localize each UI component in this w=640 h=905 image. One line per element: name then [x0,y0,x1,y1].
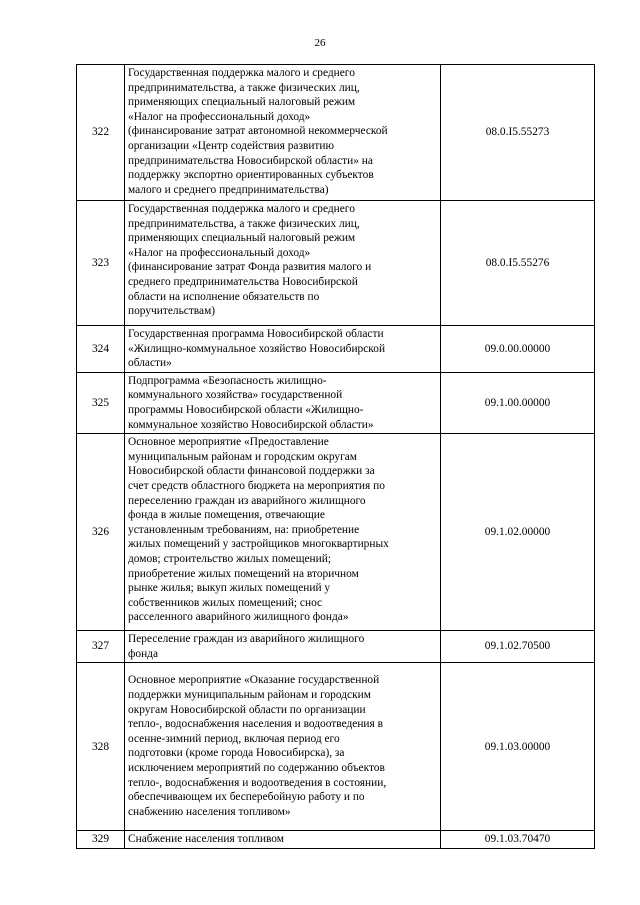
description-line: обеспечивающем их бесперебойную работу и по [128,791,365,804]
row-code: 09.1.03.00000 [441,663,595,831]
description-line: переселению граждан из аварийного жилищного [128,494,366,507]
description-line: расселенного аварийного жилищного фонда» [128,611,349,624]
row-number: 325 [77,372,125,433]
row-number: 326 [77,434,125,631]
row-description [125,372,441,433]
description-line: Подпрограмма «Безопасность жилищно- [128,374,327,387]
description-line: применяющих специальный налоговый режим [128,96,356,109]
description-line: тепло-, водоснабжения населения и водоотведения в [128,718,383,731]
description-line: счет средств областного бюджета на мероприятия по [128,479,385,492]
description-line: предпринимательства, а также физических лиц, [128,81,360,94]
description-line: организации «Центр содействия развитию [128,139,335,152]
description-line: среднего предпринимательства Новосибирской [128,275,358,288]
row-number: 328 [77,663,125,831]
description-line: собственников жилых помещений; снос [128,596,323,609]
row-code: 09.1.02.70500 [441,631,595,663]
row-code: 08.0.I5.55273 [441,65,595,201]
description-line: Новосибирской области финансовой поддержки за [128,465,375,478]
row-number: 322 [77,65,125,201]
row-number: 327 [77,631,125,663]
description-line: Снабжение населения топливом [128,833,284,846]
description-line: поддержку экспортно ориентированных субъектов [128,169,374,182]
description-line: поручительствам) [128,305,216,318]
description-line: рынке жилья; выкуп жилых помещений у [128,582,331,595]
table-row [77,372,595,433]
row-description [125,631,441,663]
row-code: 09.1.00.00000 [441,372,595,433]
description-line: фонда [128,647,159,660]
budget-classification-table [76,64,595,849]
description-line: малого и среднего предпринимательства) [128,183,329,196]
row-description [125,201,441,326]
description-line: поддержки муниципальным районам и городским [128,688,371,701]
description-line: Государственная программа Новосибирской области [128,328,384,340]
row-description [125,831,441,849]
row-number: 323 [77,201,125,326]
row-number: 329 [77,831,125,849]
description-line: Основное мероприятие «Оказание государственной [128,674,380,687]
description-line: снабжению населения топливом» [128,805,291,818]
description-line: домов; строительство жилых помещений; [128,552,331,565]
table-row [77,631,595,663]
description-line: «Жилищно-коммунальное хозяйство Новосибирской [128,342,386,355]
description-line: Государственная поддержка малого и среднего [128,67,355,79]
row-description [125,434,441,631]
table-row [77,65,595,201]
description-line: округам Новосибирской области по организации [128,703,366,716]
table-row [77,201,595,326]
row-description [125,663,441,831]
description-line: Переселение граждан из аварийного жилищного [128,633,365,646]
description-line: осенне-зимний период, включая период его [128,732,340,745]
description-line: коммунальное хозяйство Новосибирской области» [128,418,374,431]
row-code: 08.0.I5.55276 [441,201,595,326]
description-line: «Налог на профессиональный доход» [128,246,311,259]
table-row [77,434,595,631]
description-line: применяющих специальный налоговый режим [128,232,356,245]
description-line: фонда в жилые помещения, отвечающие [128,509,325,522]
description-line: приобретение жилых помещений на вторичном [128,567,359,580]
description-line: тепло-, водоснабжения и водоотведения в состоянии, [128,776,387,789]
table-row [77,831,595,849]
description-line: жилых помещений у застройщиков многоквартирных [128,538,389,551]
description-line: (финансирование затрат Фонда развития малого и [128,261,372,274]
row-code: 09.1.02.00000 [441,434,595,631]
description-line: подготовки (кроме города Новосибирска), за [128,747,345,760]
description-line: Государственная поддержка малого и среднего [128,203,355,215]
description-line: предпринимательства Новосибирской области» на [128,154,373,167]
row-number: 324 [77,326,125,373]
row-code: 09.0.00.00000 [441,326,595,373]
row-description [125,326,441,373]
description-line: коммунального хозяйства» государственной [128,389,343,402]
table-row [77,326,595,373]
description-line: исключением мероприятий по содержанию объектов [128,761,385,774]
page-number: 26 [314,37,326,49]
description-line: установленным требованиям, на: приобретение [128,523,360,536]
description-line: (финансирование затрат автономной некоммерческой [128,125,388,138]
row-description [125,65,441,201]
description-line: муниципальным районам и городским округам [128,450,358,463]
description-line: программы Новосибирской области «Жилищно- [128,403,364,416]
row-code: 09.1.03.70470 [441,831,595,849]
description-line: области на исполнение обязательств по [128,290,320,303]
description-line: предпринимательства, а также физических лиц, [128,217,360,230]
description-line: области» [128,357,172,370]
description-line: Основное мероприятие «Предоставление [128,436,329,449]
table-row [77,663,595,831]
description-line: «Налог на профессиональный доход» [128,110,311,123]
